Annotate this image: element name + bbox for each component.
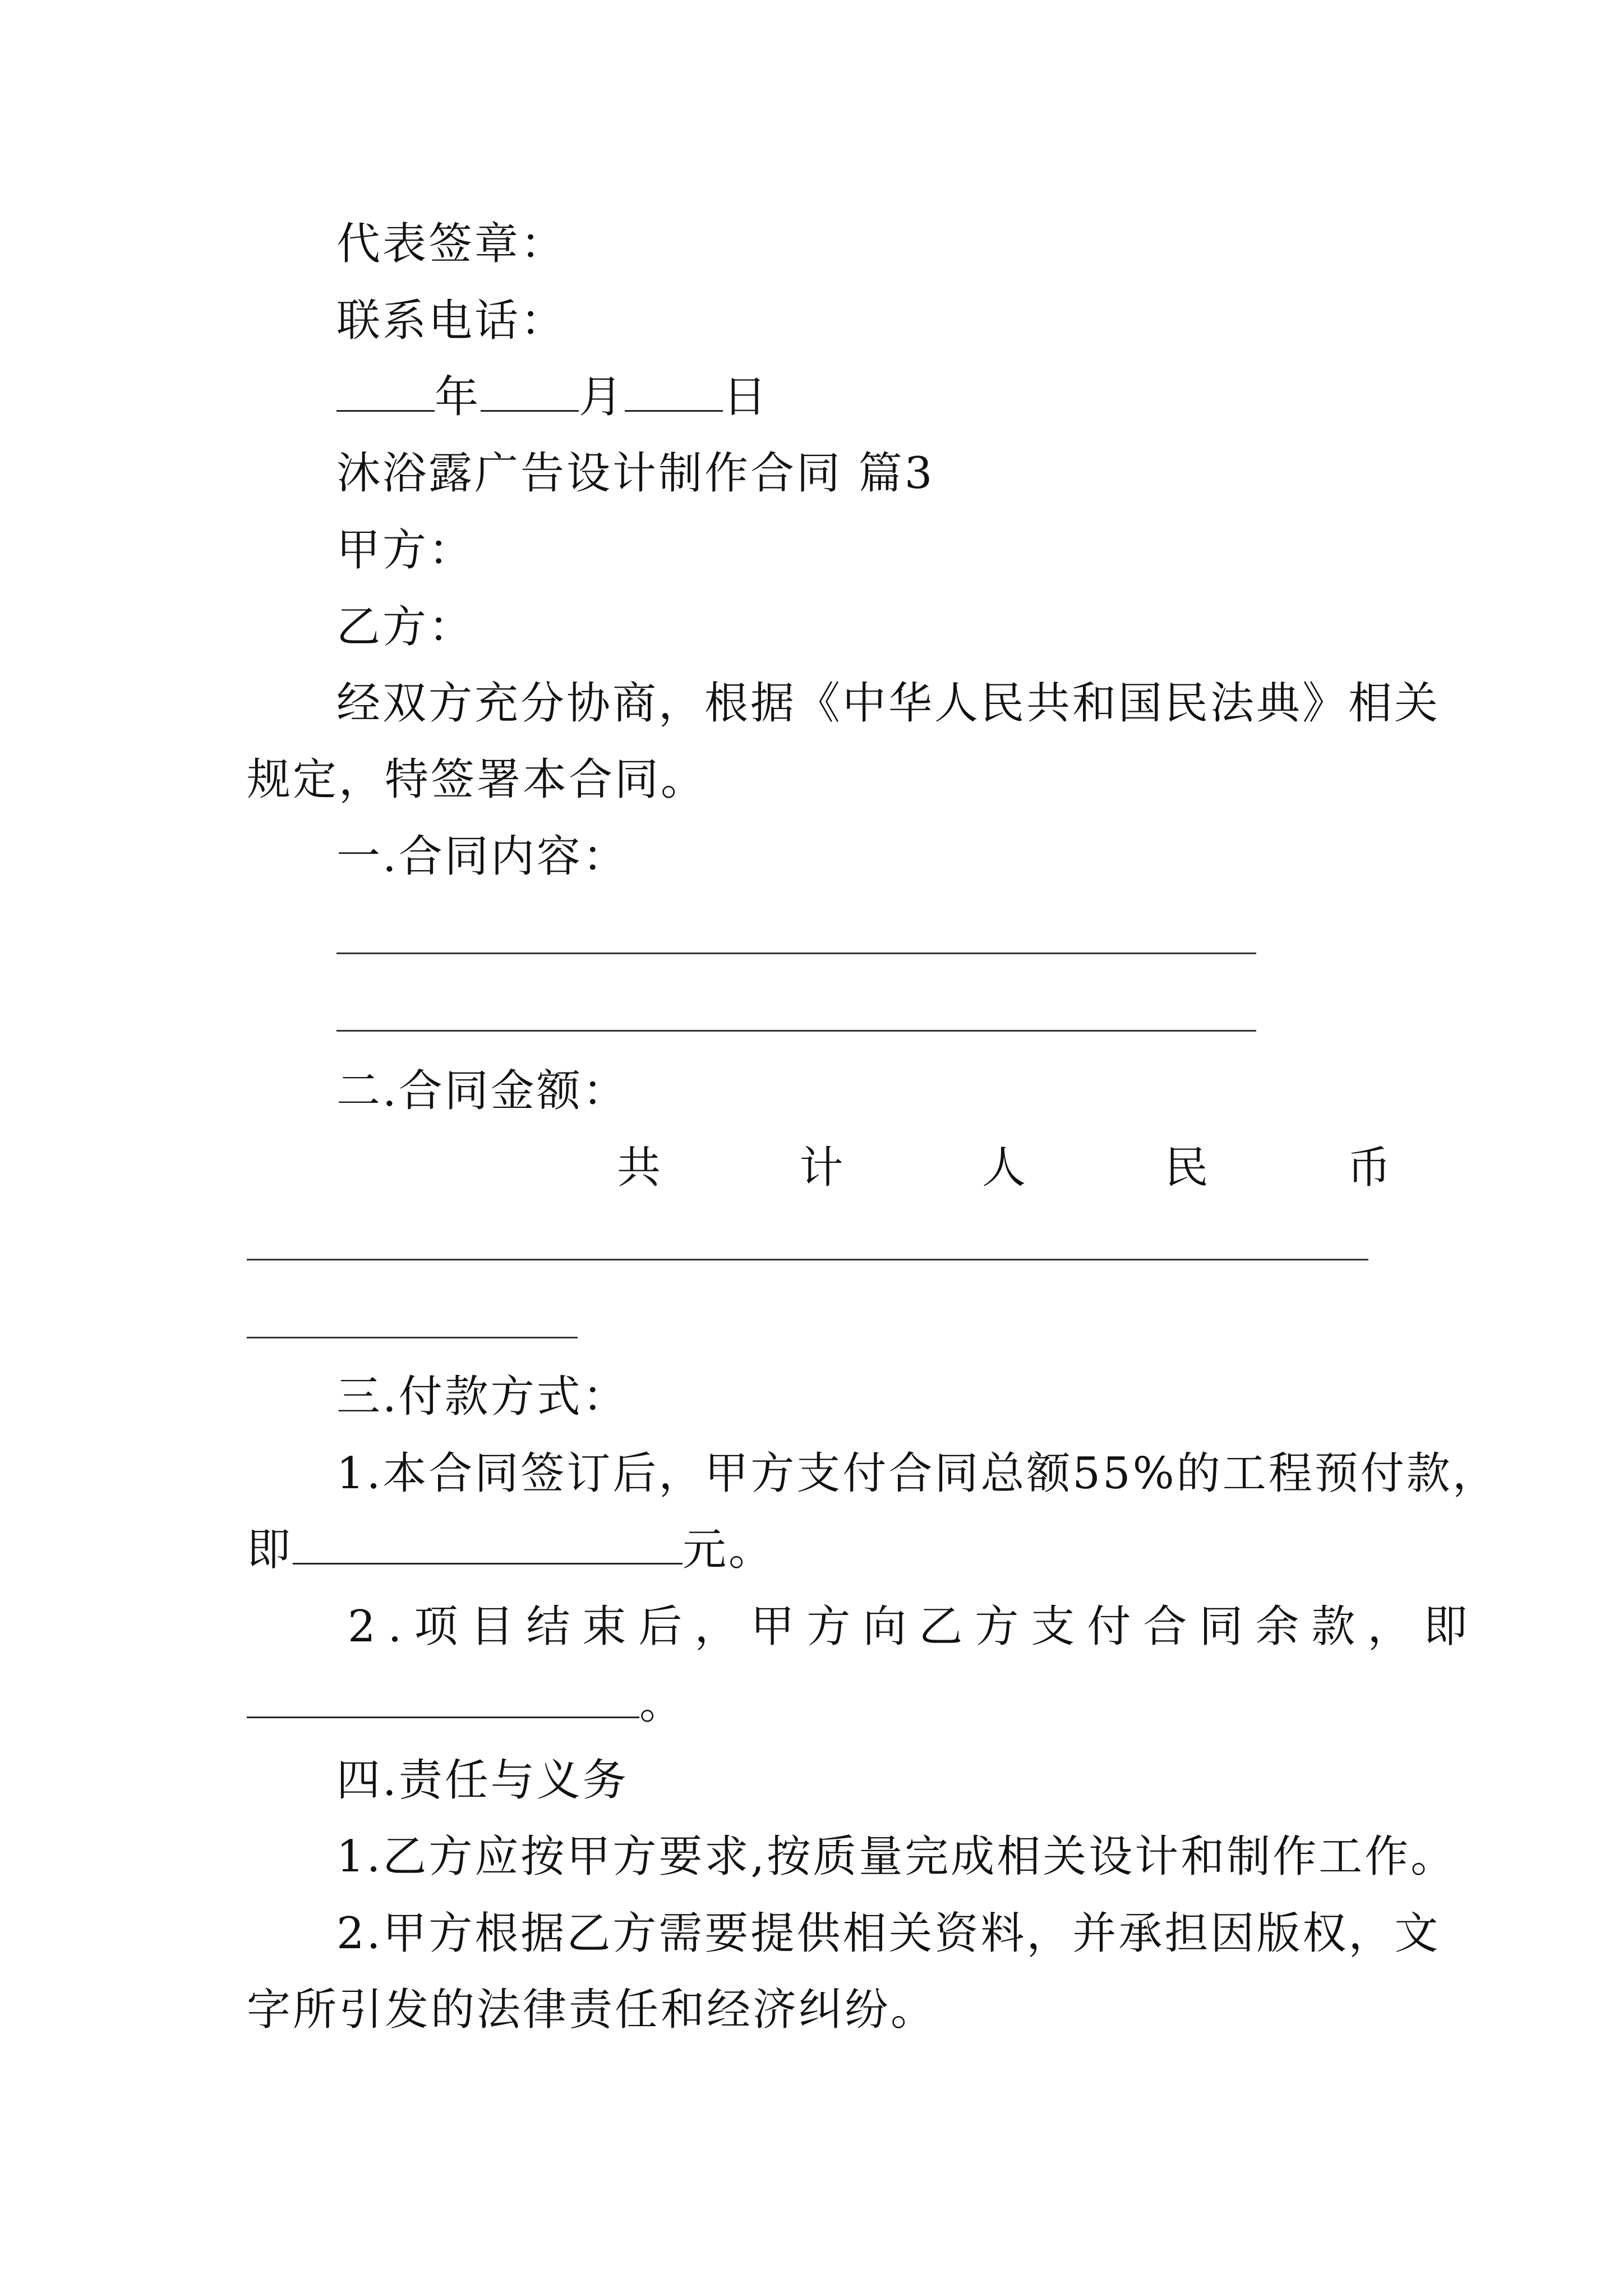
preamble-line-1: 经双方充分协商，根据《中华人民共和国民法典》相关 [336,678,1441,729]
total-char: 民 [1164,1143,1209,1193]
payment-clause-1-cont [247,1522,774,1578]
year-blank [336,375,435,412]
duty-clause-2: 2.甲方根据乙方需要提供相关资料，并承担因版权，文 [336,1908,1441,1959]
payment-2-suffix: 。 [639,1678,686,1729]
month-label: 月 [579,372,625,422]
party-b-label: 乙方： [336,602,475,652]
total-char: 共 [617,1143,661,1193]
payment-clause-2: 2.项目结束后，甲方向乙方支付合同余款，即 [348,1602,1480,1652]
month-blank [481,375,579,412]
preamble-line-2: 规定，特签署本合同。 [247,754,707,805]
day-blank [625,375,723,412]
heading-contract-content: 一.合同内容： [336,831,629,882]
payment-1-suffix: 元。 [683,1525,775,1575]
payment-1-prefix: 即 [247,1525,293,1575]
content-blank-line-1 [336,953,1256,954]
heading-duties: 四.责任与义务 [336,1755,629,1806]
total-char: 人 [981,1143,1026,1193]
payment-clause-2-cont [247,1676,685,1732]
payment-clause-1: 1.本合同签订后，甲方支付合同总额55%的工程预付款， [336,1448,1498,1499]
heading-payment-method: 三.付款方式： [336,1372,629,1422]
duty-clause-2-cont: 字所引发的法律责任和经济纠纷。 [247,1985,937,2035]
amount-blank-line-2 [247,1337,578,1338]
payment-1-blank [293,1528,683,1565]
party-a-label: 甲方： [336,525,475,576]
total-char: 币 [1347,1143,1391,1193]
heading-contract-amount: 二.合同金额： [336,1066,629,1116]
rep-sign-label: 代表签章： [336,219,567,269]
phone-label: 联系电话： [336,296,567,346]
duty-clause-1: 1.乙方应按甲方要求,按质量完成相关设计和制作工作。 [336,1832,1457,1882]
section-title: 沐浴露广告设计制作合同 篇3 [336,448,935,499]
payment-2-blank [247,1682,639,1718]
year-label: 年 [435,372,481,422]
content-blank-line-2 [336,1030,1256,1032]
total-amount-row [617,1140,1391,1196]
date-line [336,369,769,425]
total-char: 计 [799,1143,843,1193]
amount-blank-line-1 [247,1259,1368,1260]
day-label: 日 [723,372,769,422]
